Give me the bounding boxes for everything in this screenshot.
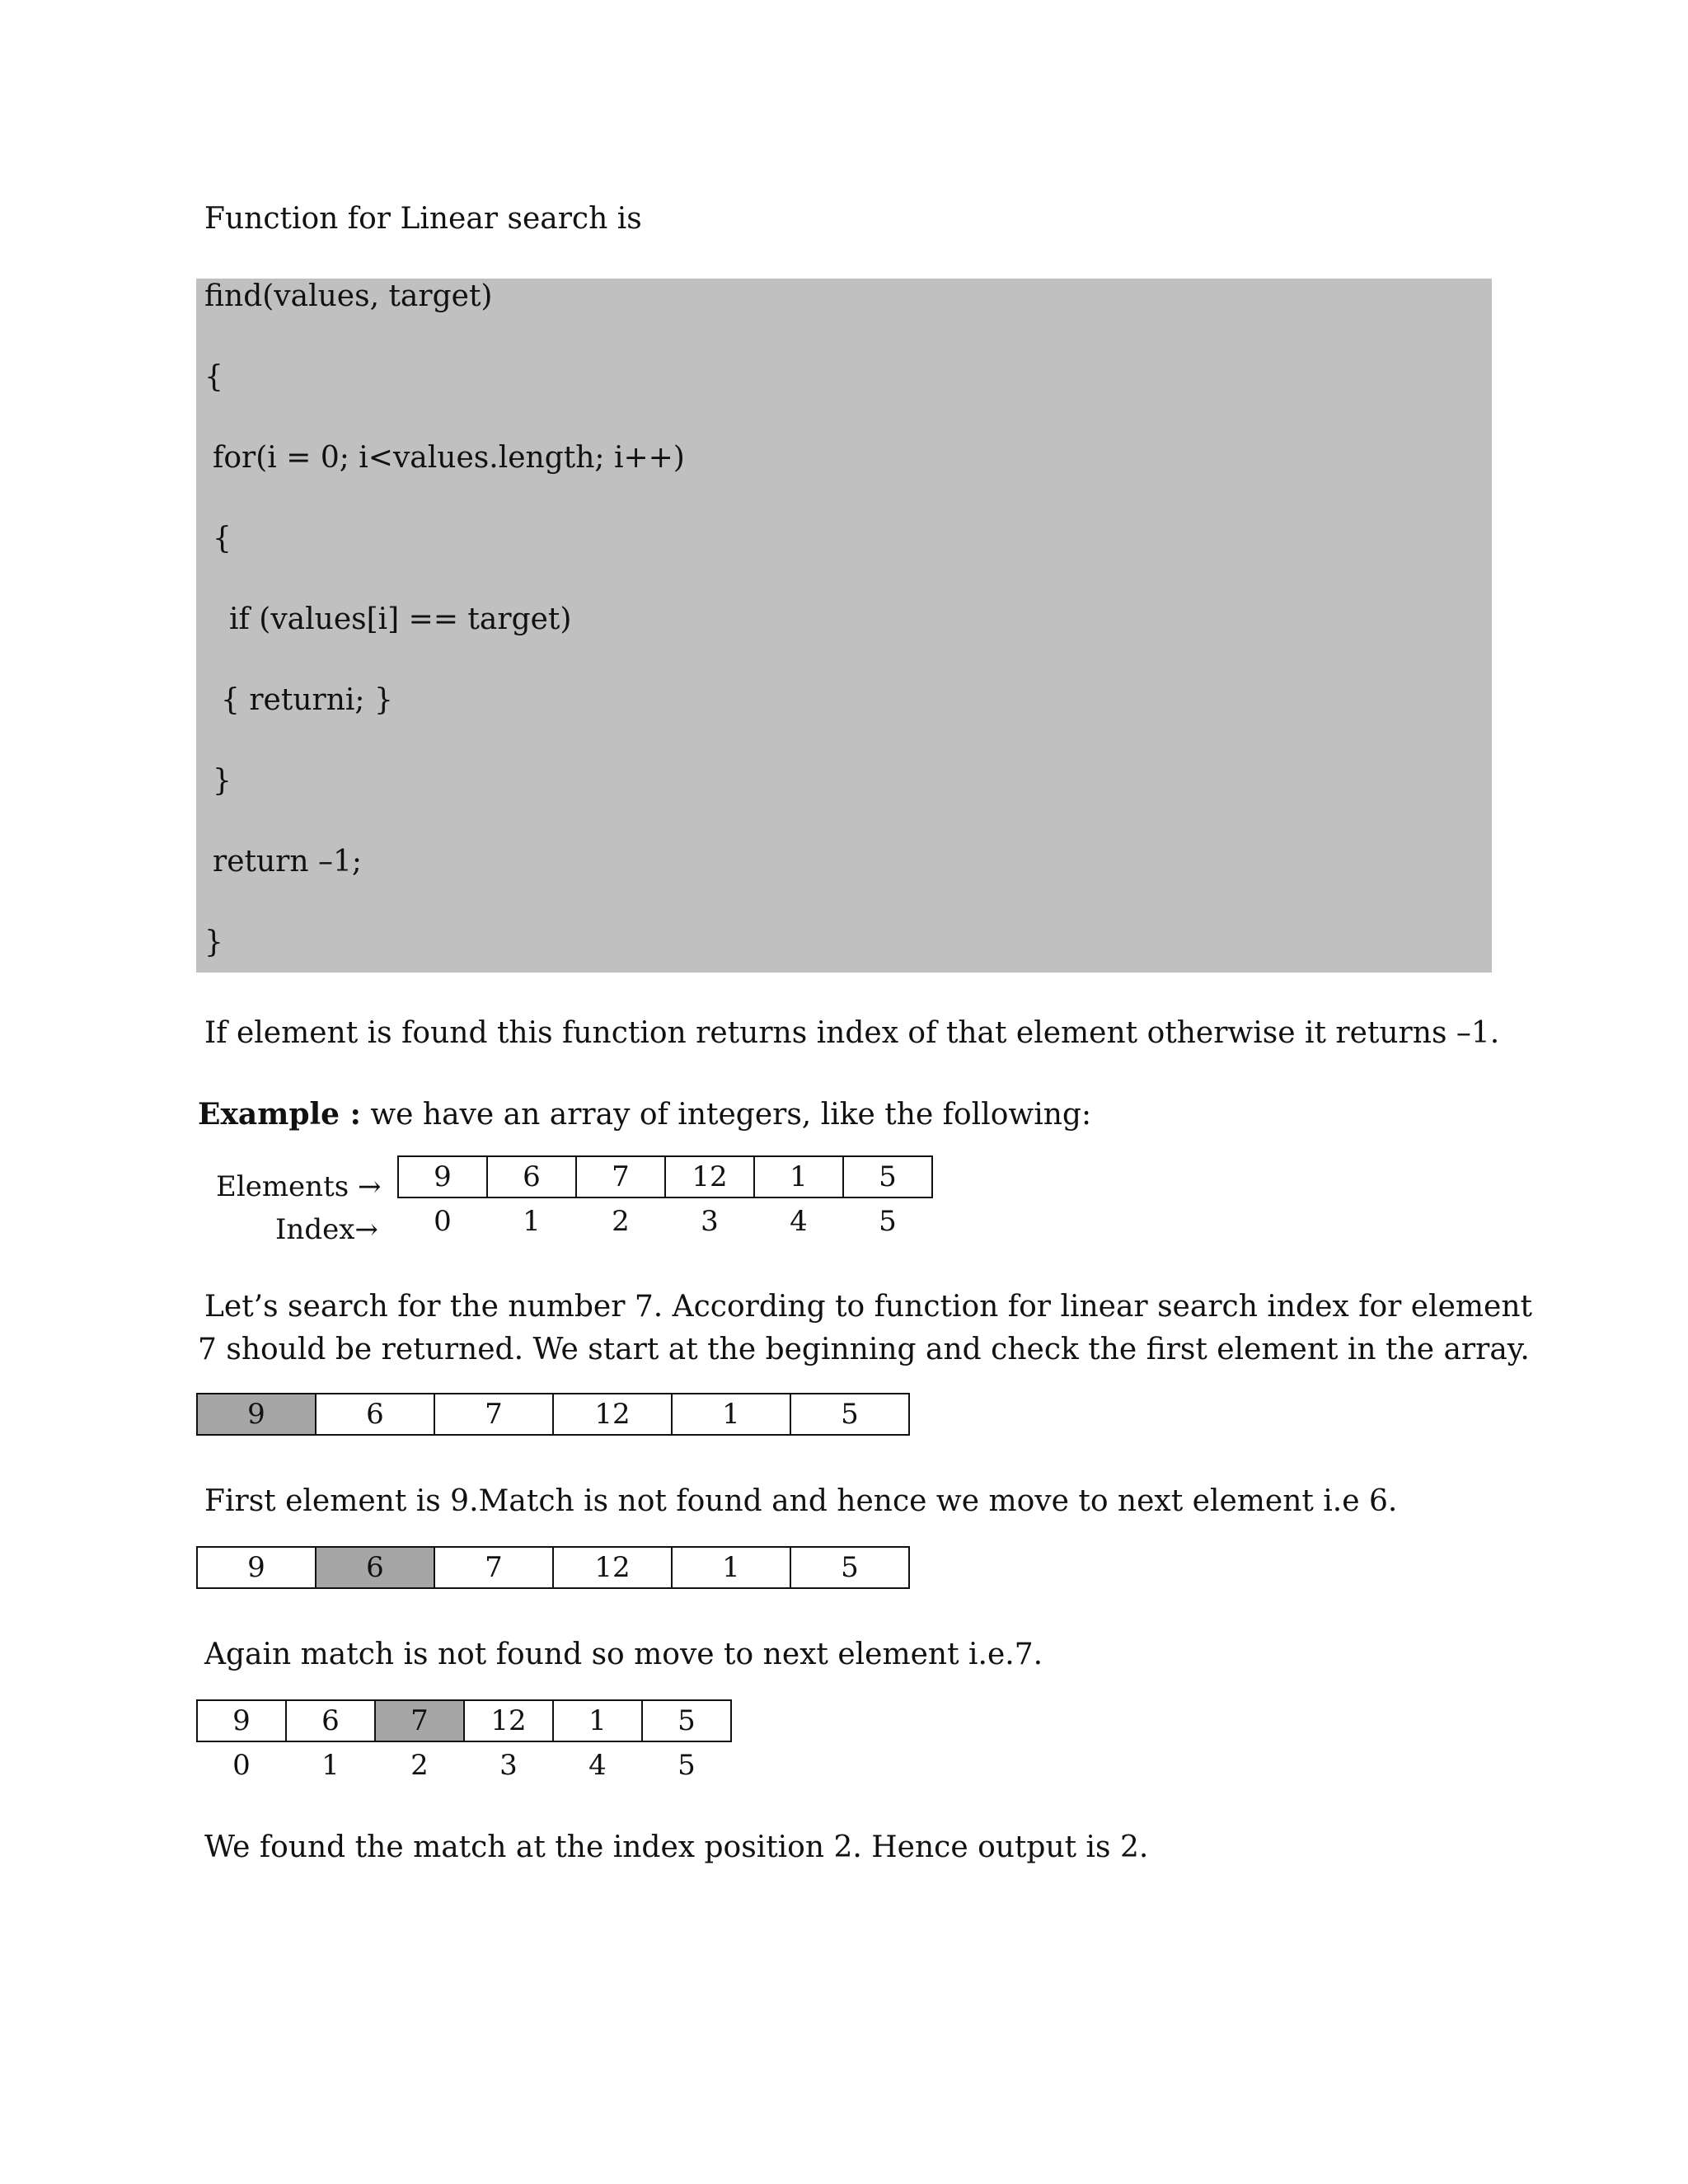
code-line-1: find(values, target) — [204, 279, 493, 313]
code-block — [196, 279, 1492, 972]
code-line-7: } — [213, 764, 232, 798]
array-cell: 6 — [285, 1699, 376, 1742]
index-cell: 0 — [434, 1205, 452, 1238]
array-cell: 7 — [434, 1393, 554, 1436]
code-line-4: { — [213, 522, 232, 555]
example-text: we have an array of integers, like the following: — [360, 1098, 1092, 1132]
example-line — [198, 1096, 1091, 1133]
code-line-3: for(i = 0; i<values.length; i++) — [213, 441, 685, 475]
index-cell: 1 — [321, 1749, 340, 1782]
code-line-6: { returni; } — [221, 683, 393, 717]
index-cell: 1 — [523, 1205, 541, 1238]
array-cell: 5 — [842, 1155, 933, 1198]
index-cell: 5 — [678, 1749, 696, 1782]
array-cell: 7 — [434, 1546, 554, 1589]
array-cell: 5 — [790, 1393, 910, 1436]
code-line-5: if (values[i] == target) — [229, 602, 572, 636]
array-cell-highlighted: 7 — [374, 1699, 465, 1742]
intro-text: Function for Linear search is — [204, 202, 642, 236]
code-line-9: } — [204, 926, 223, 959]
array-cell: 12 — [664, 1155, 755, 1198]
index-cell: 5 — [879, 1205, 897, 1238]
step-2-text: Again match is not found so move to next element i.e.7. — [204, 1638, 1043, 1671]
elements-label: Elements → — [216, 1170, 382, 1203]
example-label: Example : — [198, 1097, 361, 1132]
array-cell: 9 — [196, 1546, 316, 1589]
array-cell: 6 — [486, 1155, 577, 1198]
step-1-text: First element is 9.Match is not found and hence we move to next element i.e 6. — [204, 1484, 1398, 1518]
index-cell: 0 — [232, 1749, 251, 1782]
array-cell-highlighted: 6 — [315, 1546, 435, 1589]
array-cell: 1 — [671, 1546, 791, 1589]
search-paragraph-line-2: 7 should be returned. We start at the beginning and check the first element in the array. — [198, 1333, 1530, 1366]
array-cell: 7 — [575, 1155, 666, 1198]
index-cell: 4 — [790, 1205, 808, 1238]
index-cell: 2 — [410, 1749, 429, 1782]
code-line-2: { — [204, 360, 223, 394]
conclusion-text: We found the match at the index position 2. Hence output is 2. — [204, 1830, 1149, 1864]
array-cell: 9 — [397, 1155, 488, 1198]
array-cell: 1 — [671, 1393, 791, 1436]
array-cell: 6 — [315, 1393, 435, 1436]
array-cell: 5 — [790, 1546, 910, 1589]
array-cell: 1 — [753, 1155, 844, 1198]
explain-text: If element is found this function returns index of that element otherwise it returns –1. — [204, 1016, 1500, 1050]
index-label: Index→ — [275, 1213, 378, 1246]
array-cell: 9 — [196, 1699, 287, 1742]
code-line-8: return –1; — [213, 845, 363, 879]
index-cell: 3 — [499, 1749, 518, 1782]
array-cell: 5 — [641, 1699, 732, 1742]
index-cell: 4 — [588, 1749, 607, 1782]
index-cell: 3 — [701, 1205, 719, 1238]
search-paragraph-line-1: Let’s search for the number 7. According to function for linear search index for element — [204, 1290, 1532, 1324]
array-cell: 12 — [552, 1393, 673, 1436]
array-cell: 1 — [552, 1699, 643, 1742]
index-cell: 2 — [612, 1205, 630, 1238]
array-cell: 12 — [463, 1699, 554, 1742]
array-cell: 12 — [552, 1546, 673, 1589]
array-cell-highlighted: 9 — [196, 1393, 316, 1436]
